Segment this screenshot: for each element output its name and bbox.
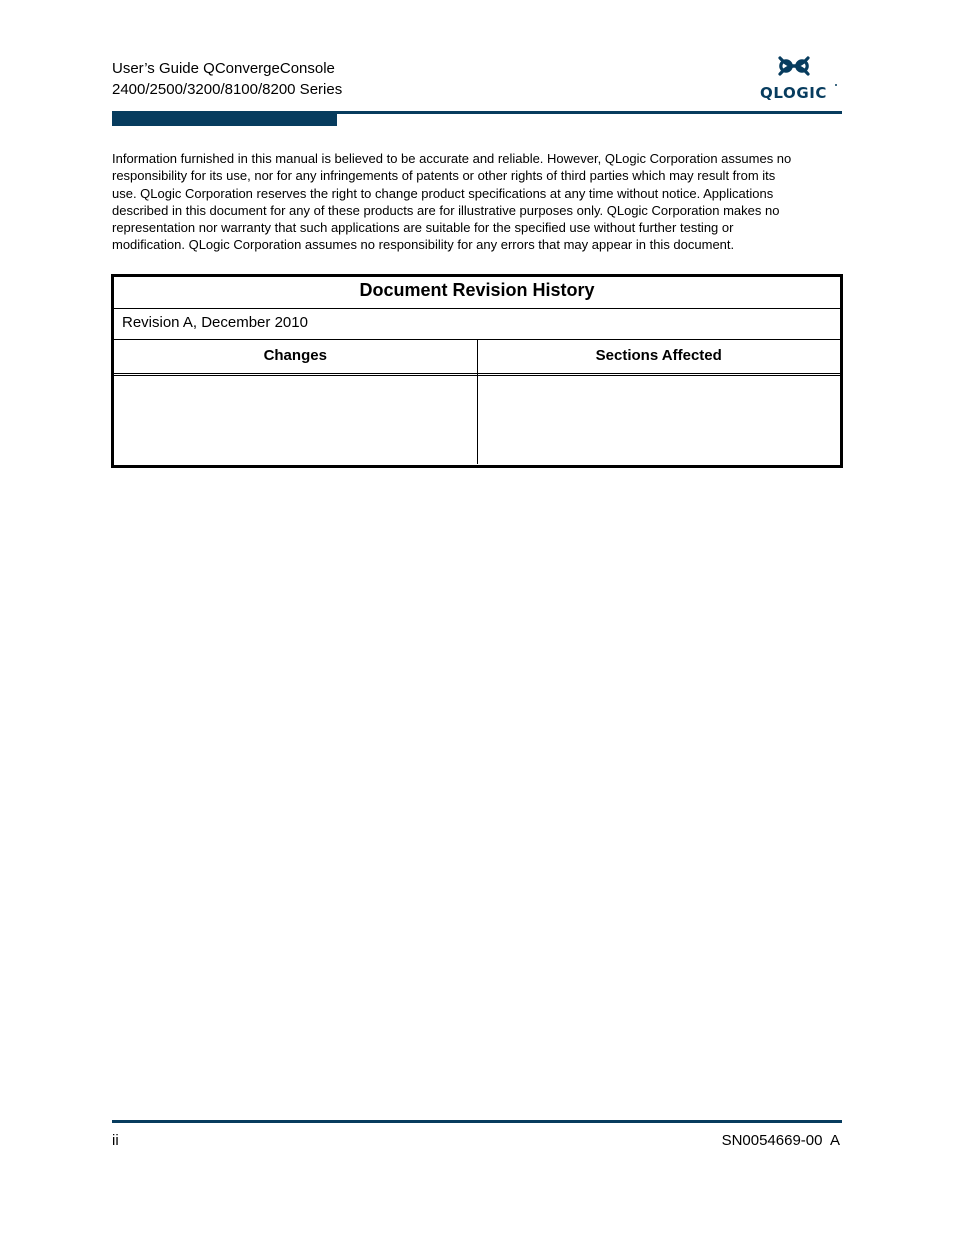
disclaimer-line: representation nor warranty that such applications are suitable for the specified use without further testing or bbox=[112, 220, 734, 236]
changes-column-header: Changes bbox=[114, 340, 477, 376]
revision-entry: Revision A, December 2010 bbox=[114, 309, 840, 340]
disclaimer-line: Information furnished in this manual is believed to be accurate and reliable. However, QLogic Corporation assumes no bbox=[112, 151, 792, 166]
header-title-line-2: 2400/2500/3200/8100/8200 Series bbox=[112, 81, 343, 98]
header-rule-accent bbox=[112, 111, 337, 126]
revision-table-columns bbox=[114, 340, 840, 464]
document-number: SN0054669-00 A bbox=[721, 1132, 840, 1149]
revision-table-title: Document Revision History bbox=[114, 277, 840, 309]
header-title-line-1: User’s Guide QConvergeConsole bbox=[112, 60, 335, 77]
disclaimer-line: use. QLogic Corporation reserves the right to change product specifications at any time without notice. Applications bbox=[112, 185, 774, 201]
logo-wordmark: QLOGIC bbox=[760, 84, 828, 102]
document-header-title bbox=[112, 58, 342, 100]
disclaimer-paragraph bbox=[112, 150, 842, 254]
disclaimer-line: modification. QLogic Corporation assumes no responsibility for any errors that may appear in this document. bbox=[112, 237, 735, 253]
disclaimer-line: described in this document for any of these products are for illustrative purposes only. QLogic Corporation makes no bbox=[112, 202, 780, 218]
qlogic-logo bbox=[756, 54, 840, 104]
changes-cell bbox=[114, 376, 477, 464]
sections-affected-column bbox=[478, 340, 841, 464]
page-number: ii bbox=[112, 1132, 119, 1149]
footer-rule bbox=[112, 1120, 842, 1123]
qlogic-logo-icon bbox=[756, 54, 840, 104]
disclaimer-line: responsibility for its use, nor for any infringements of patents or other rights of third parties which may result from its bbox=[112, 168, 776, 184]
sections-affected-column-header: Sections Affected bbox=[478, 340, 841, 376]
changes-column bbox=[114, 340, 478, 464]
sections-affected-cell bbox=[478, 376, 841, 464]
revision-history-table bbox=[111, 274, 843, 468]
